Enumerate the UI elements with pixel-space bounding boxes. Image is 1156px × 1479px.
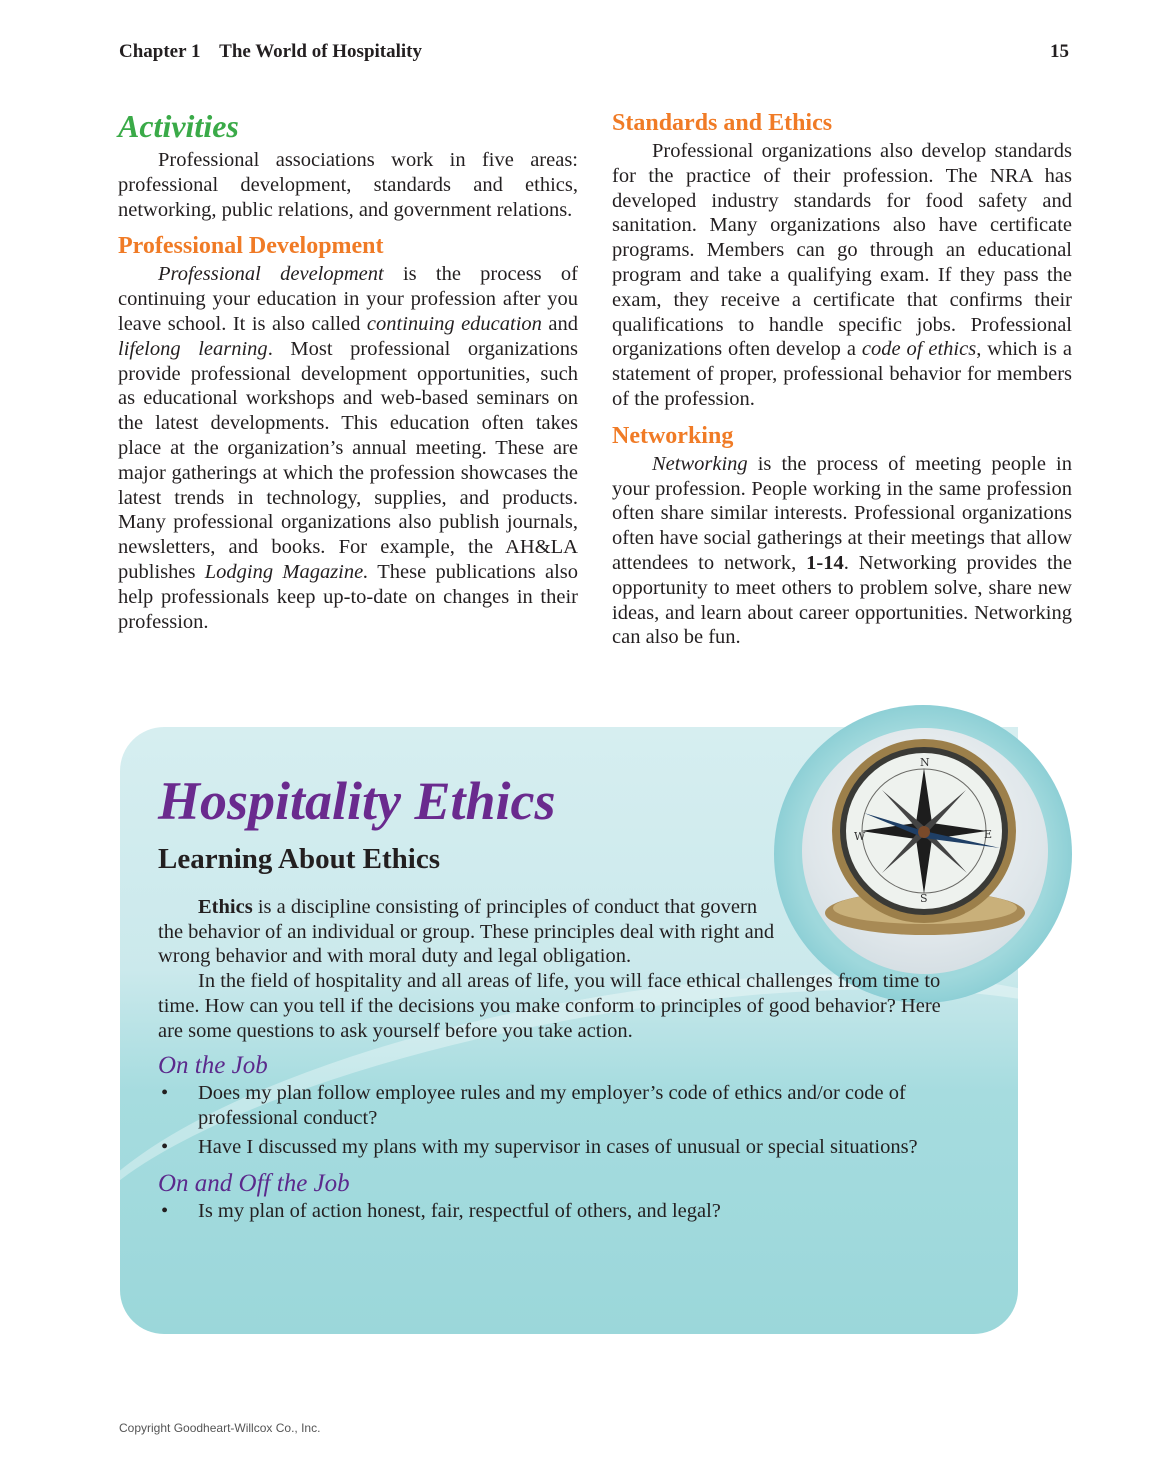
ethics-definition-paragraph bbox=[158, 895, 778, 969]
italic-term: Networking bbox=[652, 452, 748, 475]
page-number: 15 bbox=[1050, 41, 1069, 62]
text-run: These publications also help professionals keep up-to-date on changes in their profession. bbox=[118, 560, 578, 633]
activities-heading: Activities bbox=[118, 108, 239, 144]
text-run: is the process of continuing your education in your profession after you leave school. It is also called bbox=[118, 263, 578, 335]
text-run: Professional organizations also develop standards for the practice of their profession. The NRA has developed industry standards for food safety and sanitation. Many organizations also have certificate programs. Members can go through an educational program and take a qualifying exam. If they pass the exam, they receive a certificate that confirms their qualifications to handle specific jobs. Professional organizations often develop a bbox=[612, 140, 1072, 361]
professional-development-paragraph bbox=[118, 262, 578, 634]
running-header bbox=[119, 41, 422, 63]
on-and-off-the-job-heading: On and Off the Job bbox=[158, 1170, 350, 1198]
text-run: Professional associations work in five areas: professional development, standards and ethics, networking, public relations, and government relations. bbox=[118, 149, 578, 221]
feature-body bbox=[158, 895, 978, 1224]
text-run: and bbox=[541, 312, 578, 335]
text-run: is the process of meeting people in your profession. People working in the same profession often share similar interests. Professional organizations often have social gatherings at their meetings that allow attendees to network, bbox=[612, 452, 1072, 574]
svg-text:W: W bbox=[854, 830, 866, 843]
standards-ethics-paragraph bbox=[612, 139, 1072, 412]
on-the-job-heading: On the Job bbox=[158, 1052, 268, 1080]
svg-text:E: E bbox=[984, 828, 993, 841]
feature-subtitle: Learning About Ethics bbox=[158, 843, 440, 875]
svg-text:N: N bbox=[920, 756, 930, 769]
chapter-title: The World of Hospitality bbox=[219, 41, 423, 62]
chapter-number: Chapter 1 bbox=[119, 41, 201, 62]
activities-paragraph bbox=[118, 148, 578, 222]
on-and-off-the-job-list bbox=[158, 1199, 978, 1224]
copyright-notice: Copyright Goodheart-Willcox Co., Inc. bbox=[119, 1421, 321, 1435]
networking-heading: Networking bbox=[612, 422, 734, 449]
text-run: . Networking provides the opportunity to meet others to problem solve, share new ideas, and learn about career opportunities. Networking can also be fun. bbox=[612, 551, 1072, 649]
bold-term: 1-14 bbox=[806, 551, 844, 574]
list-item: • Does my plan follow employee rules and my employer’s code of ethics and/or code of professional conduct? bbox=[158, 1081, 978, 1130]
right-column bbox=[612, 109, 1072, 650]
text-run: In the field of hospitality and all areas of life, you will face ethical challenges from time to time. How can you tell if the decisions you make conform to principles of good behavior? Here are some questions to ask yourself before you take action. bbox=[158, 970, 941, 1042]
ethical-challenges-paragraph bbox=[158, 969, 948, 1043]
bold-term: Ethics bbox=[198, 896, 253, 918]
italic-term: lifelong learning bbox=[118, 337, 268, 360]
text-run: . Most professional organizations provide professional development opportunities, such as educational workshops and web-based seminars on the latest developments. This education often takes place at the organization’s annual meeting. These are major gatherings at which the profession showcases the latest trends in technology, supplies, and products. Many professional organizations also publish journals, newsletters, and books. For example, the AH&LA publishes bbox=[118, 337, 578, 583]
standards-ethics-heading: Standards and Ethics bbox=[612, 110, 833, 136]
left-column bbox=[118, 108, 578, 634]
list-item: • Is my plan of action honest, fair, respectful of others, and legal? bbox=[158, 1199, 978, 1224]
text-run: is a discipline consisting of principles of conduct that govern the behavior of an individual or group. These principles deal with right and wrong behavior and with moral duty and legal obligation. bbox=[158, 896, 775, 968]
on-the-job-list bbox=[158, 1081, 978, 1159]
italic-term: Professional development bbox=[158, 263, 384, 286]
italic-term: code of ethics bbox=[861, 338, 977, 361]
text-run: , which is a statement of proper, professional behavior for members of the profession. bbox=[612, 338, 1072, 410]
italic-term: Lodging Magazine. bbox=[204, 560, 369, 583]
svg-text:S: S bbox=[920, 892, 928, 905]
professional-development-heading: Professional Development bbox=[118, 233, 384, 260]
networking-paragraph bbox=[612, 452, 1072, 650]
list-item: • Have I discussed my plans with my supervisor in cases of unusual or special situations? bbox=[158, 1135, 978, 1160]
feature-title: Hospitality Ethics bbox=[158, 771, 556, 831]
italic-term: continuing education bbox=[366, 312, 542, 335]
